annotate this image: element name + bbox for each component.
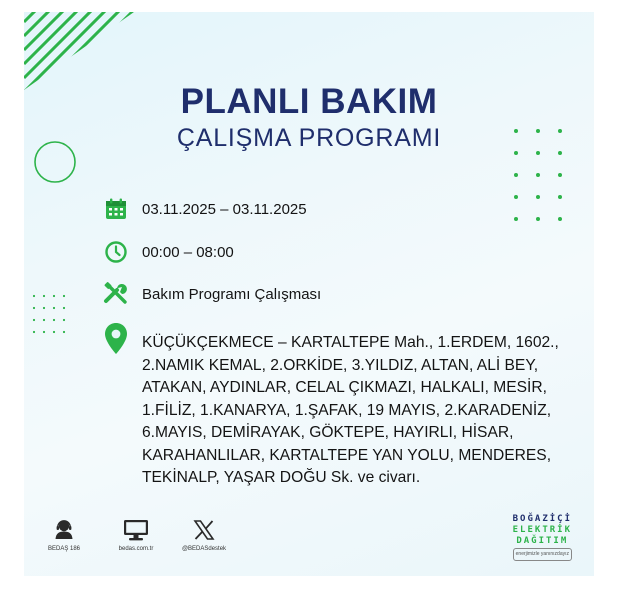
footer-website[interactable]	[104, 518, 168, 552]
title-secondary: ÇALIŞMA PROGRAMI	[176, 124, 442, 152]
date-row	[102, 195, 307, 223]
brand-logo	[513, 514, 572, 561]
tools-icon	[102, 280, 130, 308]
brand-line-3: DAĞITIM	[516, 536, 569, 546]
footer-website-label: bedas.com.tr	[118, 546, 154, 552]
brand-line-1: BOĞAZİÇİ	[512, 514, 572, 524]
location-text: KÜÇÜKÇEKMECE – KARTALTEPE Mah., 1.ERDEM, 1602., 2.NAMIK KEMAL, 2.ORKİDE, 3.YILDIZ, ALTAN, ALİ BEY, ATAKAN, AYDINLAR, CELAL ÇIKMAZI, HALKALI, MESİR, 1.FİLİZ, 1.KANARYA, 1.ŞAFAK, 19 MAYIS, 2.KARADENİZ, 6.MAYIS, DEMİRAYAK, GÖKTEPE, HAYIRLI, HİSAR, KARAHANLILAR, KARTALTEPE YAN YOLU, MENDERES, TEKİNALP, YAŞAR DOĞU Sk. ve civarı.	[142, 334, 559, 486]
work-type-text: Bakım Programı Çalışması	[142, 285, 322, 303]
work-type-row	[102, 280, 321, 308]
footer-social-label: @BEDASdestek	[181, 546, 227, 552]
monitor-icon	[122, 518, 150, 542]
title-primary: PLANLI BAKIM	[180, 82, 438, 121]
time-row	[102, 238, 234, 266]
dot-grid-small-decoration	[32, 294, 76, 342]
footer-phone	[40, 518, 88, 552]
calendar-icon	[102, 195, 130, 223]
footer-phone-label: BEDAŞ 186	[47, 546, 81, 552]
announcement-card	[24, 12, 594, 576]
date-range-text: 03.11.2025 – 03.11.2025	[142, 200, 307, 218]
time-range-text: 00:00 – 08:00	[142, 243, 234, 261]
x-logo-icon	[192, 518, 216, 542]
brand-slogan: enerjimizle yanınızdayız	[513, 548, 572, 561]
support-agent-icon	[53, 518, 75, 540]
brand-line-2: ELEKTRİK	[512, 525, 572, 535]
map-pin-icon	[104, 322, 128, 361]
clock-icon	[102, 238, 130, 266]
footer-social[interactable]	[172, 518, 236, 552]
